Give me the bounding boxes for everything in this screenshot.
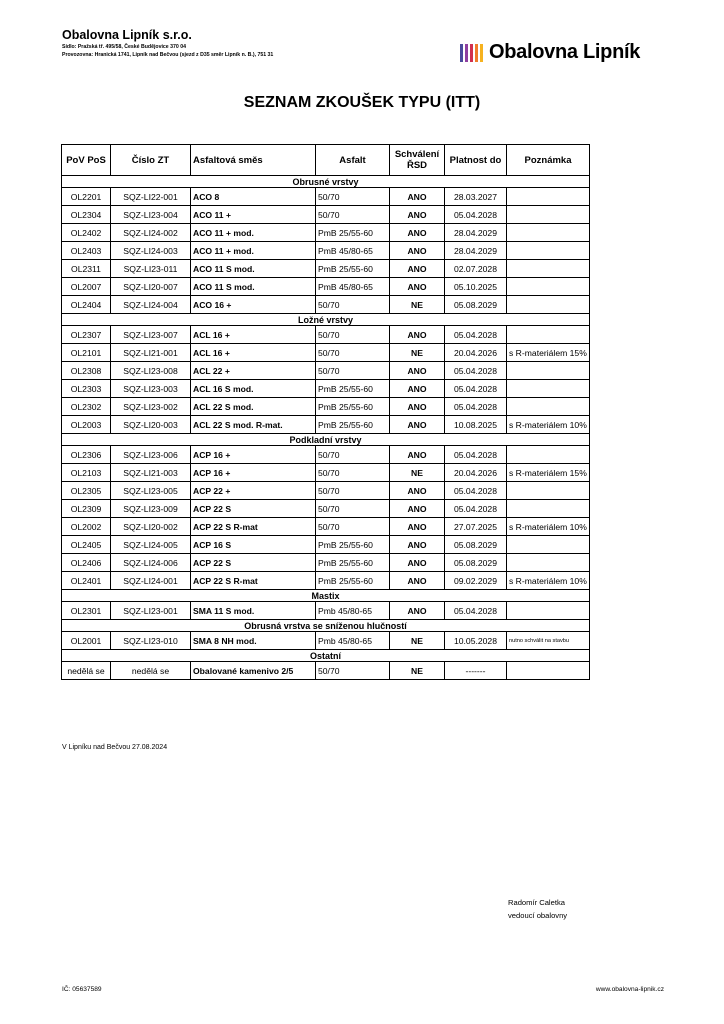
cell-poznamka: s R-materiálem 15% xyxy=(507,464,590,482)
cell-pov: OL2002 xyxy=(62,518,111,536)
cell-asfalt: PmB 25/55-60 xyxy=(316,380,390,398)
cell-asfalt: PmB 25/55-60 xyxy=(316,416,390,434)
section-title: Ostatní xyxy=(62,650,590,662)
place-date: V Lipníku nad Bečvou 27.08.2024 xyxy=(62,744,168,751)
cell-cislo: SQZ-LI23-001 xyxy=(111,602,191,620)
cell-poznamka xyxy=(507,536,590,554)
cell-smes: ACP 16 S xyxy=(191,536,316,554)
logo-bar xyxy=(475,44,478,62)
cell-schvaleni: ANO xyxy=(390,224,445,242)
cell-cislo: SQZ-LI21-001 xyxy=(111,344,191,362)
table-row xyxy=(62,464,590,482)
logo-bar xyxy=(470,44,473,62)
table-row xyxy=(62,500,590,518)
cell-schvaleni: NE xyxy=(390,632,445,650)
cell-schvaleni: ANO xyxy=(390,518,445,536)
cell-asfalt: 50/70 xyxy=(316,362,390,380)
cell-smes: ACL 22 + xyxy=(191,362,316,380)
table-row xyxy=(62,554,590,572)
cell-platnost: 05.08.2029 xyxy=(445,536,507,554)
table-header-row xyxy=(62,145,590,176)
cell-cislo: SQZ-LI23-011 xyxy=(111,260,191,278)
cell-schvaleni: NE xyxy=(390,662,445,680)
col-header-schvaleni: Schválení ŘSD xyxy=(390,145,445,176)
cell-schvaleni: ANO xyxy=(390,482,445,500)
cell-pov: OL2404 xyxy=(62,296,111,314)
table-row xyxy=(62,344,590,362)
cell-cislo: SQZ-LI23-008 xyxy=(111,362,191,380)
cell-platnost: 05.04.2028 xyxy=(445,380,507,398)
section-title: Podkladní vrstvy xyxy=(62,434,590,446)
cell-platnost: 28.03.2027 xyxy=(445,188,507,206)
section-header-row xyxy=(62,176,590,188)
table-row xyxy=(62,206,590,224)
cell-poznamka xyxy=(507,602,590,620)
cell-poznamka xyxy=(507,242,590,260)
cell-schvaleni: ANO xyxy=(390,242,445,260)
cell-pov: nedělá se xyxy=(62,662,111,680)
cell-pov: OL2301 xyxy=(62,602,111,620)
section-title: Ložné vrstvy xyxy=(62,314,590,326)
cell-asfalt: PmB 25/55-60 xyxy=(316,398,390,416)
table-row xyxy=(62,602,590,620)
cell-schvaleni: ANO xyxy=(390,572,445,590)
cell-cislo: SQZ-LI20-003 xyxy=(111,416,191,434)
cell-poznamka xyxy=(507,260,590,278)
company-plant: Provozovna: Hranická 1741, Lipník nad Bečvou (sjezd z D35 směr Lipník n. B.), 751 31 xyxy=(62,52,274,58)
cell-schvaleni: ANO xyxy=(390,188,445,206)
cell-pov: OL2003 xyxy=(62,416,111,434)
cell-platnost: 02.07.2028 xyxy=(445,260,507,278)
cell-cislo: SQZ-LI24-002 xyxy=(111,224,191,242)
cell-asfalt: 50/70 xyxy=(316,206,390,224)
cell-schvaleni: ANO xyxy=(390,446,445,464)
table-row xyxy=(62,518,590,536)
cell-platnost: 27.07.2025 xyxy=(445,518,507,536)
cell-smes: ACO 11 + mod. xyxy=(191,242,316,260)
cell-smes: ACO 8 xyxy=(191,188,316,206)
cell-schvaleni: ANO xyxy=(390,554,445,572)
cell-cislo: nedělá se xyxy=(111,662,191,680)
footer-ic: IČ: 05637589 xyxy=(62,986,102,993)
table-row xyxy=(62,380,590,398)
cell-pov: OL2001 xyxy=(62,632,111,650)
cell-cislo: SQZ-LI24-004 xyxy=(111,296,191,314)
cell-poznamka xyxy=(507,326,590,344)
cell-smes: SMA 8 NH mod. xyxy=(191,632,316,650)
cell-pov: OL2403 xyxy=(62,242,111,260)
cell-schvaleni: ANO xyxy=(390,260,445,278)
cell-poznamka xyxy=(507,362,590,380)
cell-cislo: SQZ-LI23-007 xyxy=(111,326,191,344)
cell-smes: ACO 16 + xyxy=(191,296,316,314)
cell-platnost: 05.04.2028 xyxy=(445,362,507,380)
cell-cislo: SQZ-LI21-003 xyxy=(111,464,191,482)
cell-platnost: 10.05.2028 xyxy=(445,632,507,650)
cell-platnost: ------- xyxy=(445,662,507,680)
cell-poznamka xyxy=(507,482,590,500)
cell-poznamka xyxy=(507,446,590,464)
cell-asfalt: 50/70 xyxy=(316,482,390,500)
cell-platnost: 28.04.2029 xyxy=(445,242,507,260)
cell-asfalt: 50/70 xyxy=(316,326,390,344)
cell-smes: ACO 11 + mod. xyxy=(191,224,316,242)
company-name: Obalovna Lipník s.r.o. xyxy=(62,28,192,42)
cell-cislo: SQZ-LI23-004 xyxy=(111,206,191,224)
section-header-row xyxy=(62,434,590,446)
section-header-row xyxy=(62,650,590,662)
cell-asfalt: 50/70 xyxy=(316,662,390,680)
cell-smes: ACL 16 + xyxy=(191,326,316,344)
cell-poznamka xyxy=(507,554,590,572)
cell-schvaleni: NE xyxy=(390,464,445,482)
footer-web: www.obalovna-lipnik.cz xyxy=(595,986,664,993)
cell-asfalt: PmB 25/55-60 xyxy=(316,554,390,572)
cell-pov: OL2304 xyxy=(62,206,111,224)
table-row xyxy=(62,632,590,650)
cell-pov: OL2201 xyxy=(62,188,111,206)
cell-schvaleni: ANO xyxy=(390,416,445,434)
cell-platnost: 05.04.2028 xyxy=(445,602,507,620)
cell-smes: ACP 16 + xyxy=(191,464,316,482)
section-title: Mastix xyxy=(62,590,590,602)
cell-cislo: SQZ-LI22-001 xyxy=(111,188,191,206)
cell-poznamka: s R-materiálem 10% xyxy=(507,416,590,434)
cell-platnost: 05.04.2028 xyxy=(445,398,507,416)
cell-cislo: SQZ-LI24-006 xyxy=(111,554,191,572)
table-row xyxy=(62,296,590,314)
cell-poznamka xyxy=(507,380,590,398)
col-header-platnost: Platnost do xyxy=(445,145,507,176)
section-header-row xyxy=(62,590,590,602)
company-header xyxy=(62,28,273,58)
cell-smes: Obalované kamenivo 2/5 xyxy=(191,662,316,680)
section-title: Obrusné vrstvy xyxy=(62,176,590,188)
cell-poznamka xyxy=(507,224,590,242)
cell-platnost: 20.04.2026 xyxy=(445,344,507,362)
cell-platnost: 05.04.2028 xyxy=(445,326,507,344)
table-row xyxy=(62,242,590,260)
cell-smes: ACO 11 S mod. xyxy=(191,278,316,296)
table-row xyxy=(62,398,590,416)
cell-platnost: 05.04.2028 xyxy=(445,446,507,464)
cell-smes: ACL 22 S mod. xyxy=(191,398,316,416)
cell-platnost: 05.08.2029 xyxy=(445,554,507,572)
cell-asfalt: PmB 25/55-60 xyxy=(316,224,390,242)
cell-schvaleni: ANO xyxy=(390,326,445,344)
table-row xyxy=(62,662,590,680)
cell-asfalt: 50/70 xyxy=(316,296,390,314)
itt-table xyxy=(61,144,590,680)
cell-pov: OL2401 xyxy=(62,572,111,590)
cell-platnost: 05.04.2028 xyxy=(445,206,507,224)
cell-pov: OL2101 xyxy=(62,344,111,362)
cell-smes: ACO 11 + xyxy=(191,206,316,224)
cell-schvaleni: NE xyxy=(390,296,445,314)
cell-schvaleni: ANO xyxy=(390,602,445,620)
table-row xyxy=(62,260,590,278)
cell-cislo: SQZ-LI23-003 xyxy=(111,380,191,398)
logo-text: Obalovna Lipník xyxy=(489,41,641,63)
cell-asfalt: 50/70 xyxy=(316,446,390,464)
cell-platnost: 20.04.2026 xyxy=(445,464,507,482)
cell-cislo: SQZ-LI23-005 xyxy=(111,482,191,500)
table-row xyxy=(62,446,590,464)
cell-pov: OL2311 xyxy=(62,260,111,278)
cell-asfalt: 50/70 xyxy=(316,500,390,518)
cell-poznamka xyxy=(507,296,590,314)
cell-pov: OL2405 xyxy=(62,536,111,554)
cell-poznamka xyxy=(507,278,590,296)
cell-cislo: SQZ-LI20-007 xyxy=(111,278,191,296)
cell-platnost: 10.08.2025 xyxy=(445,416,507,434)
cell-schvaleni: ANO xyxy=(390,362,445,380)
document-title: SEZNAM ZKOUŠEK TYPU (ITT) xyxy=(243,94,481,111)
table-row xyxy=(62,362,590,380)
logo-bar xyxy=(460,44,463,62)
cell-asfalt: PmB 25/55-60 xyxy=(316,536,390,554)
cell-cislo: SQZ-LI23-002 xyxy=(111,398,191,416)
cell-asfalt: PmB 25/55-60 xyxy=(316,572,390,590)
cell-pov: OL2302 xyxy=(62,398,111,416)
cell-pov: OL2402 xyxy=(62,224,111,242)
table-row xyxy=(62,224,590,242)
cell-asfalt: PmB 25/55-60 xyxy=(316,260,390,278)
logo-bar xyxy=(465,44,468,62)
col-header-cislo: Číslo ZT xyxy=(111,145,191,176)
cell-poznamka: s R-materiálem 10% xyxy=(507,572,590,590)
section-header-row xyxy=(62,314,590,326)
cell-poznamka xyxy=(507,662,590,680)
cell-cislo: SQZ-LI24-005 xyxy=(111,536,191,554)
cell-schvaleni: ANO xyxy=(390,500,445,518)
cell-poznamka xyxy=(507,188,590,206)
cell-pov: OL2305 xyxy=(62,482,111,500)
cell-schvaleni: ANO xyxy=(390,206,445,224)
cell-smes: ACL 16 + xyxy=(191,344,316,362)
cell-pov: OL2307 xyxy=(62,326,111,344)
cell-schvaleni: ANO xyxy=(390,278,445,296)
cell-asfalt: 50/70 xyxy=(316,518,390,536)
cell-smes: ACP 22 S xyxy=(191,554,316,572)
cell-asfalt: 50/70 xyxy=(316,188,390,206)
company-address: Sídlo: Pražská tř. 495/58, České Budějovice 370 04 xyxy=(62,44,186,50)
cell-poznamka: s R-materiálem 10% xyxy=(507,518,590,536)
col-header-asfalt: Asfalt xyxy=(316,145,390,176)
section-header-row xyxy=(62,620,590,632)
cell-poznamka xyxy=(507,500,590,518)
section-title: Obrusná vrstva se sníženou hlučností xyxy=(62,620,590,632)
cell-cislo: SQZ-LI23-009 xyxy=(111,500,191,518)
cell-schvaleni: ANO xyxy=(390,380,445,398)
cell-poznamka xyxy=(507,206,590,224)
cell-cislo: SQZ-LI23-010 xyxy=(111,632,191,650)
col-header-smes: Asfaltová směs xyxy=(191,145,316,176)
table-row xyxy=(62,326,590,344)
table-row xyxy=(62,482,590,500)
logo-bar xyxy=(480,44,483,62)
col-header-poznamka: Poznámka xyxy=(507,145,590,176)
cell-poznamka: nutno schválit na stavbu xyxy=(507,632,590,650)
company-logo xyxy=(460,41,640,64)
cell-asfalt: PmB 45/80-65 xyxy=(316,278,390,296)
cell-platnost: 05.04.2028 xyxy=(445,482,507,500)
cell-smes: ACO 11 S mod. xyxy=(191,260,316,278)
cell-pov: OL2303 xyxy=(62,380,111,398)
signature-role: vedoucí obalovny xyxy=(508,911,568,920)
cell-smes: ACP 22 S R-mat xyxy=(191,518,316,536)
cell-smes: ACP 22 + xyxy=(191,482,316,500)
cell-schvaleni: ANO xyxy=(390,536,445,554)
cell-schvaleni: ANO xyxy=(390,398,445,416)
cell-asfalt: PmB 45/80-65 xyxy=(316,242,390,260)
cell-poznamka: s R-materiálem 15% xyxy=(507,344,590,362)
table-row xyxy=(62,536,590,554)
logo-bars-icon xyxy=(460,44,483,62)
cell-schvaleni: NE xyxy=(390,344,445,362)
cell-smes: ACP 16 + xyxy=(191,446,316,464)
cell-cislo: SQZ-LI24-003 xyxy=(111,242,191,260)
table-row xyxy=(62,278,590,296)
cell-smes: ACL 22 S mod. R-mat. xyxy=(191,416,316,434)
cell-cislo: SQZ-LI24-001 xyxy=(111,572,191,590)
table-row xyxy=(62,572,590,590)
cell-smes: ACP 22 S xyxy=(191,500,316,518)
cell-pov: OL2406 xyxy=(62,554,111,572)
cell-cislo: SQZ-LI20-002 xyxy=(111,518,191,536)
signature-name: Radomír Caletka xyxy=(508,898,565,907)
cell-poznamka xyxy=(507,398,590,416)
table-row xyxy=(62,416,590,434)
cell-platnost: 05.04.2028 xyxy=(445,500,507,518)
cell-asfalt: 50/70 xyxy=(316,344,390,362)
cell-pov: OL2306 xyxy=(62,446,111,464)
table-row xyxy=(62,188,590,206)
cell-pov: OL2007 xyxy=(62,278,111,296)
cell-smes: ACL 16 S mod. xyxy=(191,380,316,398)
cell-pov: OL2103 xyxy=(62,464,111,482)
signature-block xyxy=(508,896,567,922)
cell-pov: OL2308 xyxy=(62,362,111,380)
cell-platnost: 28.04.2029 xyxy=(445,224,507,242)
cell-platnost: 05.10.2025 xyxy=(445,278,507,296)
cell-cislo: SQZ-LI23-006 xyxy=(111,446,191,464)
cell-pov: OL2309 xyxy=(62,500,111,518)
cell-smes: ACP 22 S R-mat xyxy=(191,572,316,590)
cell-smes: SMA 11 S mod. xyxy=(191,602,316,620)
cell-asfalt: Pmb 45/80-65 xyxy=(316,602,390,620)
cell-platnost: 05.08.2029 xyxy=(445,296,507,314)
cell-asfalt: 50/70 xyxy=(316,464,390,482)
cell-asfalt: Pmb 45/80-65 xyxy=(316,632,390,650)
cell-platnost: 09.02.2029 xyxy=(445,572,507,590)
col-header-pov: PoV PoS xyxy=(62,145,111,176)
